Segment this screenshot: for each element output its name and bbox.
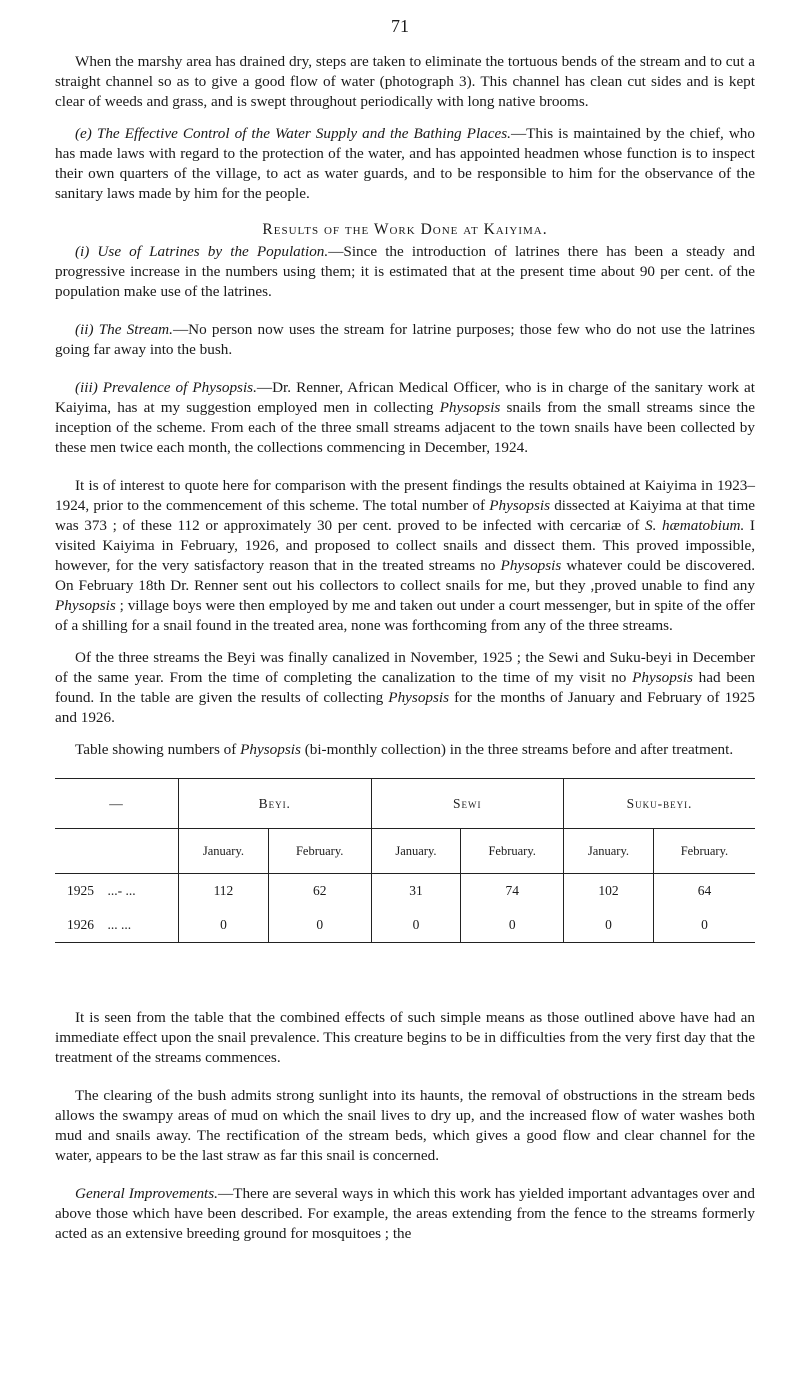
paragraph-prevalence: (iii) Prevalence of Physopsis.—Dr. Renner, African Medical Officer, who is in charge of the sanitary work at Kaiyima, has at my suggestion employed men in collecting Physopsis snails from the small streams since the inception of the scheme. From each of the three small streams adjacent to the town snails have been collected by these men twice each month, the collections commencing in December, 1924. bbox=[55, 379, 755, 456]
table-cell: 0 bbox=[371, 908, 461, 943]
column-header-month: January. bbox=[179, 829, 269, 874]
paragraph-stream: (ii) The Stream.—No person now uses the stream for latrine purposes; those few who do not use the latrines going far away into the bush. bbox=[55, 321, 755, 358]
table-cell: 112 bbox=[179, 874, 269, 909]
column-header-month: February. bbox=[653, 829, 755, 874]
table-row bbox=[55, 874, 755, 909]
physopsis-table bbox=[55, 778, 755, 943]
row-leader: ... ... bbox=[107, 917, 132, 932]
page-number: 71 bbox=[391, 16, 409, 36]
table-cell: 74 bbox=[461, 874, 564, 909]
row-year: 1925 bbox=[67, 883, 94, 898]
item-i-label: (i) Use of Latrines by the Population. bbox=[75, 243, 329, 260]
table-cell: 64 bbox=[697, 883, 712, 898]
item-ii-label: (ii) The Stream. bbox=[75, 321, 173, 338]
results-heading: Results of the Work Done at Kaiyima. bbox=[262, 221, 548, 238]
table-cell: 0 bbox=[268, 908, 371, 943]
column-group-beyi: Beyi. bbox=[179, 779, 372, 829]
paragraph-latrines: (i) Use of Latrines by the Population.—Since the introduction of latrines there has been a steady and progressive increase in the numbers using them; it is estimated that at the present time about 90 per cent. of the population make use of the latrines. bbox=[55, 243, 755, 300]
paragraph-clearing: The clearing of the bush admits strong sunlight into its haunts, the removal of obstructions in the stream beds allows the swampy areas of mud on which the snail lives to dry up, and the increased flow of water washes both mud and snails away. The rectification of the stream beds, which gives a good flow and clear channel for the water, appears to be the last straw as far this snail is concerned. bbox=[55, 1087, 755, 1164]
paragraph-drainage: When the marshy area has drained dry, steps are taken to eliminate the tortuous bends of the stream and to cut a straight channel so as to give a good flow of water (photograph 3). This channel has clean cut sides and is kept clear of weeds and grass, and is swept throughout periodically with long native brooms. bbox=[55, 53, 755, 110]
paragraph-water-supply bbox=[55, 124, 755, 204]
table-cell: 0 bbox=[461, 908, 564, 943]
column-header-month: February. bbox=[461, 829, 564, 874]
column-group-suku-beyi: Suku-beyi. bbox=[564, 779, 756, 829]
section-e-label: (e) The Effective Control of the Water Supply and the Bathing Places. bbox=[75, 125, 511, 142]
general-label: General Improvements. bbox=[75, 1185, 218, 1202]
column-header-month: February. bbox=[268, 829, 371, 874]
table-cell: 0 bbox=[179, 908, 269, 943]
paragraph-general-improvements: General Improvements.—There are several ways in which this work has yielded important advantages over and above those which have been described. For example, the areas extending from the fence to the streams formerly acted as an extensive breeding ground for mosquitoes ; the bbox=[55, 1185, 755, 1242]
column-group-sewi: Sewi bbox=[371, 779, 564, 829]
row-leader: ...- ... bbox=[107, 883, 136, 898]
column-header-month: January. bbox=[371, 829, 461, 874]
table-cell: 31 bbox=[371, 874, 461, 909]
body-text-lower bbox=[55, 1008, 755, 1256]
table-caption: Table showing numbers of Physopsis (bi-monthly collection) in the three streams before and after treatment. bbox=[75, 741, 734, 758]
table-cell: 62 bbox=[268, 874, 371, 909]
table-row bbox=[55, 908, 755, 943]
table-cell: 0 bbox=[653, 908, 755, 943]
column-header-month: January. bbox=[564, 829, 654, 874]
section-e-text: —This is maintained by the chief, who has made laws with regard to the protection of the water, and has appointed headmen whose function is to inspect their own quarters of the village, to act as water guards, and to be responsible to him for the observance of the sanitary laws made by him for the people. bbox=[55, 125, 755, 202]
table-cell: 102 bbox=[564, 874, 654, 909]
paragraph-canalization: Of the three streams the Beyi was finally canalized in November, 1925 ; the Sewi and Suku-beyi in December of the same year. From the time of completing the canalization to the time of my visit no Physopsis had been found. In the table are given the results of collecting Physopsis for the months of January and February of 1925 and 1926. bbox=[55, 649, 755, 726]
row-year: 1926 bbox=[67, 917, 94, 932]
table-cell: 0 bbox=[564, 908, 654, 943]
item-iii-label: (iii) Prevalence of Physopsis. bbox=[75, 379, 257, 396]
paragraph-effects: It is seen from the table that the combined effects of such simple means as those outlined above have had an immediate effect upon the snail prevalence. This creature begins to be in difficulties from the very first day that the treatment of the streams commences. bbox=[55, 1009, 755, 1066]
table-corner: — bbox=[55, 779, 179, 829]
paragraph-comparison: It is of interest to quote here for comparison with the present findings the results obtained at Kaiyima in 1923–1924, prior to the commencement of this scheme. The total number of Physopsis dissected at Kaiyima at that time was 373 ; of these 112 or approximately 30 per cent. proved to be infected with cercariæ of S. hæmatobium. I visited Kaiyima in February, 1926, and proposed to collect snails and dissect them. This proved impossible, however, for the very satisfactory reason that in the treated streams no Physopsis whatever could be discovered. On February 18th Dr. Renner sent out his collectors to collect snails for me, but they ,proved unable to find any Physopsis ; village boys were then employed by me and taken out under a court messenger, but in spite of the offer of a shilling for a snail found in the treated area, none was forthcoming from any of the three streams. bbox=[55, 477, 755, 634]
body-text-upper bbox=[55, 52, 755, 772]
